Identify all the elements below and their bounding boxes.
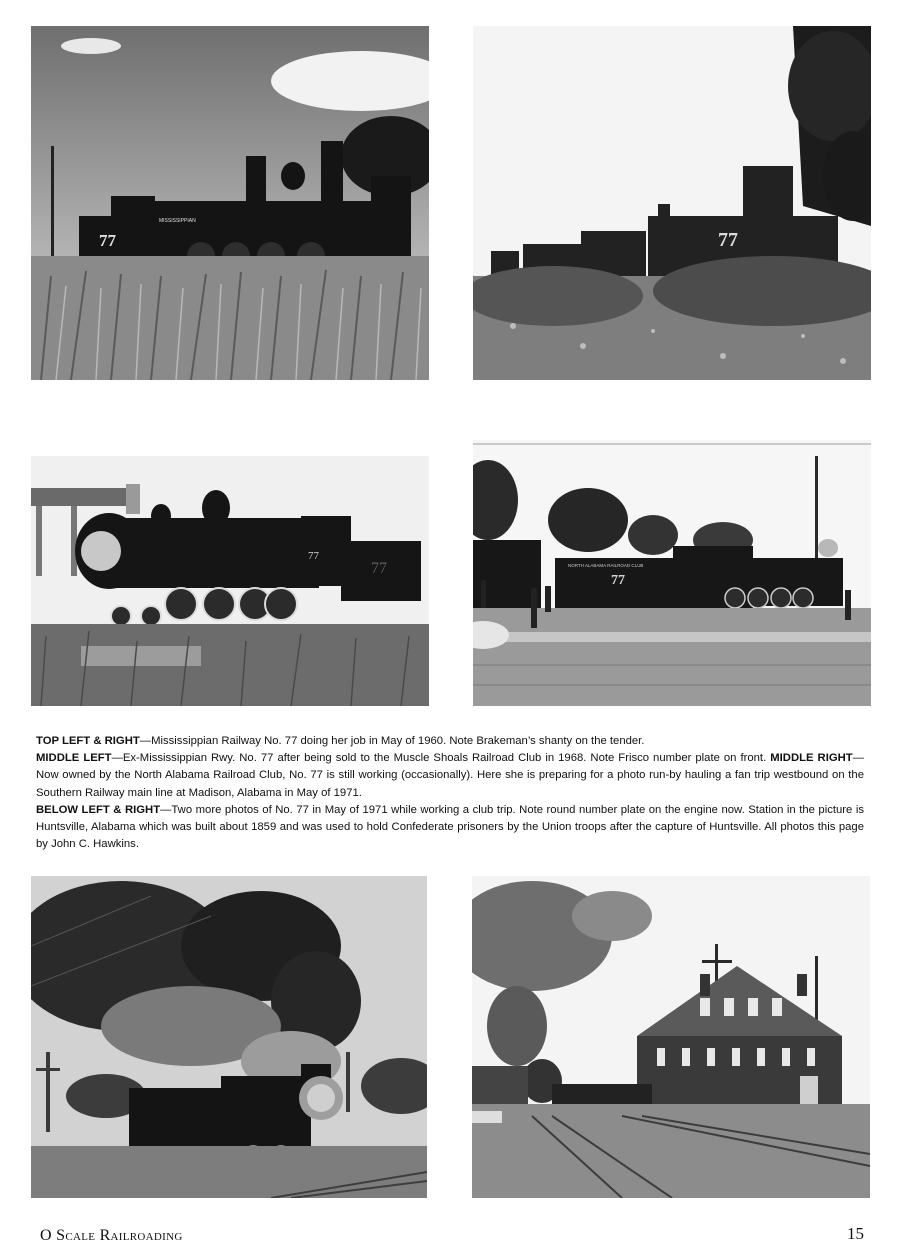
photo-bottom-right-image — [472, 876, 870, 1198]
cab-number-label: 77 — [308, 550, 319, 562]
photo-middle-left — [31, 456, 429, 706]
caption-text-below: —Two more photos of No. 77 in May of 1971 while working a club trip. Note round number plate on the engine now. Station in the picture is Huntsville, Alabama which was built about 1859 and was used to hold Confederate prisoners by the Union troops after the capture of Huntsville. All photos this page by John C. Hawkins. — [36, 803, 864, 851]
photo-middle-left-image — [31, 456, 429, 706]
photo-bottom-left-image — [31, 876, 427, 1198]
magazine-title: O Scale Railroading — [40, 1227, 183, 1244]
caption-heading-middle-right: MIDDLE RIGHT — [770, 752, 853, 765]
caption-paragraph-top — [36, 733, 864, 750]
photo-bottom-left — [31, 876, 427, 1198]
caption-paragraph-middle — [36, 750, 864, 802]
caption-paragraph-below — [36, 802, 864, 854]
photo-top-right — [473, 26, 871, 380]
caption-heading-top: TOP LEFT & RIGHT — [36, 735, 140, 747]
photo-middle-right-image — [473, 440, 871, 706]
photo-top-left-image — [31, 26, 429, 380]
page-number: 15 — [847, 1224, 864, 1243]
photo-middle-right — [473, 440, 871, 706]
photo-top-left — [31, 26, 429, 380]
caption-text-middle-right: —Now owned by the North Alabama Railroad Club, No. 77 is still working (occasionally). Here she is preparing for a photo run-by hauling a fan trip westbound on the Southern Railway main line at Madison, Alabama in May of 1971. — [36, 752, 864, 799]
tender-name-label: NORTH ALABAMA RAILROAD CLUB — [568, 563, 644, 568]
tender-number-label: 77 — [611, 573, 625, 588]
caption-text-top: —Mississippian Railway No. 77 doing her job in May of 1960. Note Brakeman’s shanty on the tender. — [139, 735, 645, 747]
tender-number-label: 77 — [371, 560, 387, 577]
photo-bottom-right — [472, 876, 870, 1198]
photo-caption — [36, 733, 864, 853]
tender-number-label: 77 — [718, 229, 738, 251]
caption-heading-middle-left: MIDDLE LEFT — [36, 752, 112, 765]
tender-number-label: 77 — [99, 231, 116, 250]
tender-name-label: MISSISSIPPIAN — [159, 218, 196, 224]
caption-text-middle-left: —Ex-Mississippian Rwy. No. 77 after being sold to the Muscle Shoals Railroad Club in 1968. Note Frisco number plate on front. — [111, 752, 771, 765]
photo-top-right-image — [473, 26, 871, 380]
caption-heading-below: BELOW LEFT & RIGHT — [36, 803, 161, 816]
